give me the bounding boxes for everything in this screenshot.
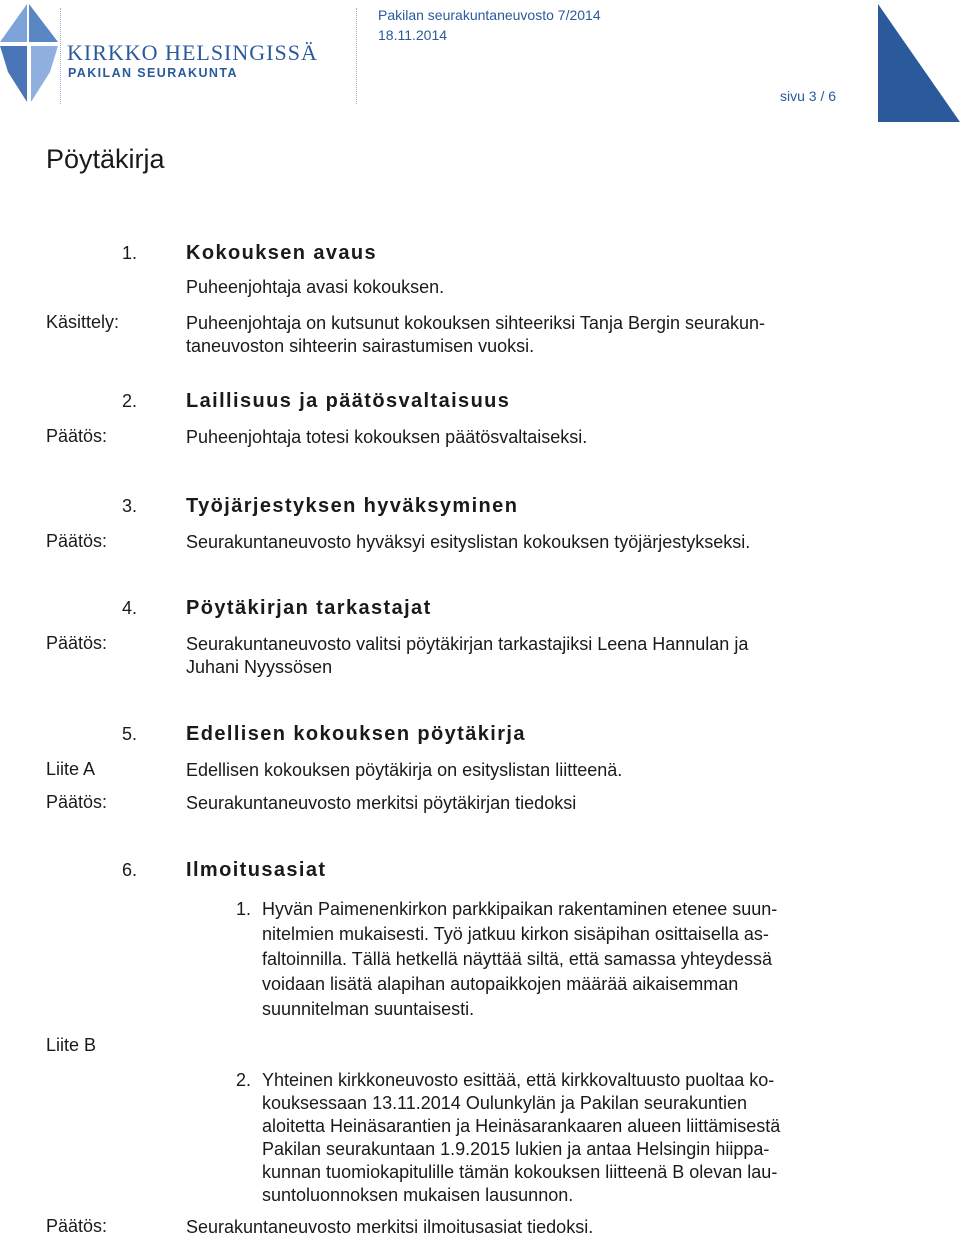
body-line: Seurakuntaneuvosto merkitsi pöytäkirjan tiedoksi	[186, 793, 577, 813]
cross-logo-icon	[0, 4, 60, 104]
decision-text: Seurakuntaneuvosto merkitsi ilmoitusasiat tiedoksi.	[186, 1217, 594, 1237]
body-line: Puheenjohtaja totesi kokouksen päätösvaltaiseksi.	[186, 427, 588, 447]
section-title: Edellisen kokouksen pöytäkirja	[186, 723, 526, 745]
body-line: Juhani Nyyssösen	[186, 657, 333, 677]
list-item-line: suntoluonnoksen mukaisen lausunnon.	[262, 1185, 574, 1205]
list-item-line: nitelmien mukaisesti. Työ jatkuu kirkon sisäpihan osittaisella as-	[262, 924, 769, 944]
section-number: 4.	[122, 598, 138, 618]
header-divider-left	[60, 8, 61, 104]
section-number: 6.	[122, 860, 138, 880]
row-label: Käsittely:	[46, 312, 120, 332]
header	[0, 0, 960, 125]
list-item-number: 2.	[236, 1070, 252, 1090]
page-number: sivu 3 / 6	[780, 88, 837, 104]
body-line: Seurakuntaneuvosto valitsi pöytäkirjan tarkastajiksi Leena Hannulan ja	[186, 634, 749, 654]
row-label: Päätös:	[46, 1216, 108, 1236]
page-title: Pöytäkirja	[46, 144, 165, 174]
list-item-line: suunnitelman suuntaisesti.	[262, 999, 475, 1019]
body-line: Puheenjohtaja avasi kokouksen.	[186, 277, 445, 297]
list-item-line: faltoinnilla. Tällä hetkellä näyttää siltä, että samassa yhteydessä	[262, 949, 772, 969]
meeting-name: Pakilan seurakuntaneuvosto 7/2014	[378, 7, 601, 23]
org-name: KIRKKO HELSINGISSÄ	[67, 40, 318, 65]
list-item-number: 1.	[236, 899, 252, 919]
list-item-line: Hyvän Paimenenkirkon parkkipaikan rakentaminen etenee suun-	[262, 899, 778, 919]
body-line: taneuvoston sihteerin sairastumisen vuoksi.	[186, 336, 535, 356]
list-item-line: aloitetta Heinäsarantien ja Heinäsarankaaren alueen liittämisestä	[262, 1116, 781, 1136]
list-item-line: kouksessaan 13.11.2014 Oulunkylän ja Pakilan seurakuntien	[262, 1093, 747, 1113]
header-divider-right	[356, 8, 357, 104]
list-item-line: kunnan tuomiokapitulille tämän kokouksen liitteenä B olevan lau-	[262, 1162, 778, 1182]
section-title: Laillisuus ja päätösvaltaisuus	[186, 390, 511, 412]
section-number: 5.	[122, 724, 138, 744]
list-item-line: voidaan lisätä alapihan autopaikkojen määrää aikaisemman	[262, 974, 739, 994]
section-title: Työjärjestyksen hyväksyminen	[186, 495, 519, 517]
body-line: Puheenjohtaja on kutsunut kokouksen sihteeriksi Tanja Bergin seurakun-	[186, 313, 766, 333]
section-title: Ilmoitusasiat	[186, 859, 327, 881]
org-unit: PAKILAN SEURAKUNTA	[68, 66, 238, 80]
row-label: Päätös:	[46, 426, 108, 446]
body-line: Seurakuntaneuvosto hyväksyi esityslistan kokouksen työjärjestykseksi.	[186, 532, 751, 552]
list-item-line: Pakilan seurakuntaan 1.9.2015 lukien ja antaa Helsingin hiippa-	[262, 1139, 770, 1159]
body-line: Edellisen kokouksen pöytäkirja on esityslistan liitteenä.	[186, 760, 623, 780]
meeting-date: 18.11.2014	[378, 27, 448, 43]
section-number: 2.	[122, 391, 138, 411]
section-number: 1.	[122, 243, 138, 263]
section-title: Kokouksen avaus	[186, 242, 378, 264]
row-label: Liite A	[46, 759, 96, 779]
section-title: Pöytäkirjan tarkastajat	[186, 597, 432, 619]
section-number: 3.	[122, 496, 138, 516]
row-label: Päätös:	[46, 633, 108, 653]
row-label: Päätös:	[46, 792, 108, 812]
corner-triangle-icon	[878, 4, 960, 122]
list-item-line: Yhteinen kirkkoneuvosto esittää, että kirkkovaltuusto puoltaa ko-	[262, 1070, 775, 1090]
row-label: Päätös:	[46, 531, 108, 551]
attachment-label: Liite B	[46, 1035, 97, 1055]
